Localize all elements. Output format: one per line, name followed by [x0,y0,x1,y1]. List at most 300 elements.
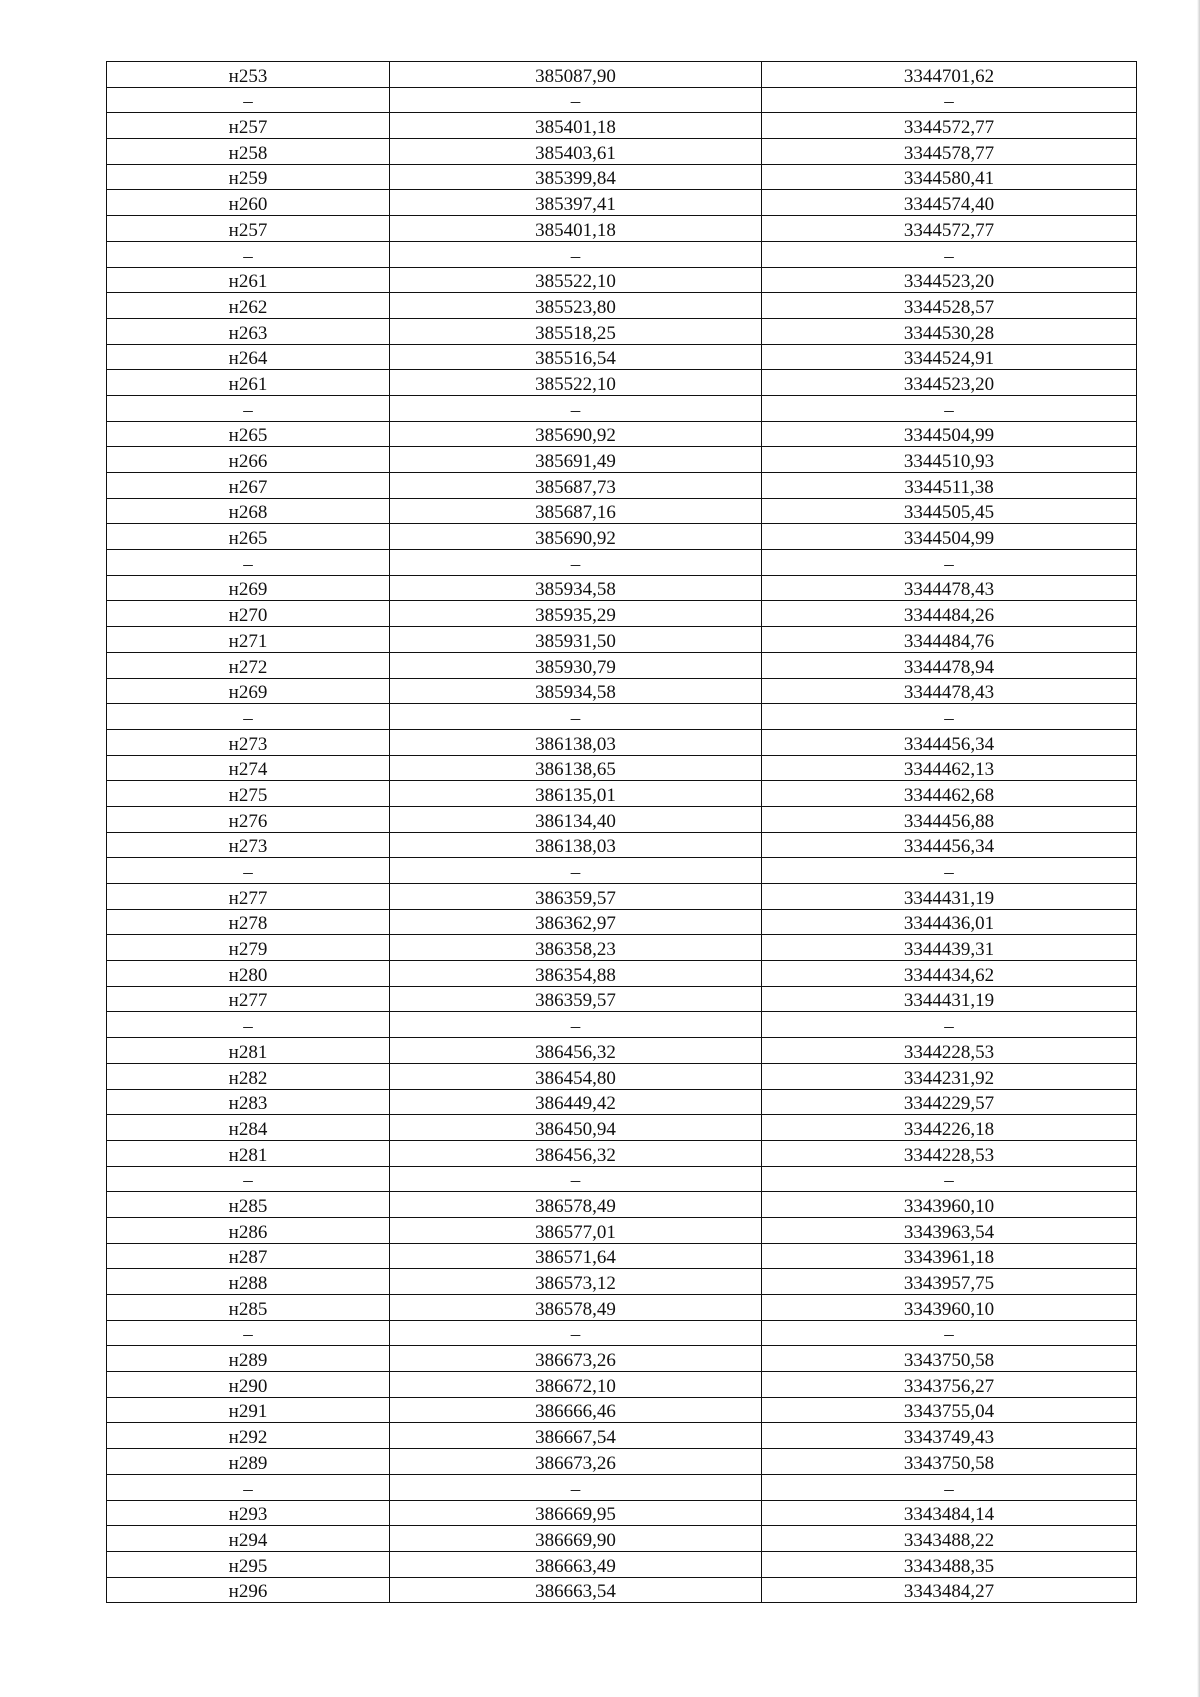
cell-text: – [944,91,954,113]
point-id-cell [107,87,390,113]
point-id-cell [107,62,390,88]
x-coordinate-cell [390,935,762,961]
cell-text: н257 [228,117,268,139]
cell-text: 386578,49 [535,1195,616,1217]
point-id-cell [107,1295,390,1321]
x-coordinate-cell [390,1063,762,1089]
point-id-cell [107,1012,390,1038]
cell-text: н261 [228,271,268,293]
point-id-cell [107,293,390,319]
cell-text: н277 [228,887,268,909]
cell-text: н272 [228,656,268,678]
point-id-cell [107,1526,390,1552]
y-coordinate-cell [762,1089,1137,1115]
x-coordinate-cell [390,267,762,293]
coordinates-table-body [107,62,1137,1603]
cell-text: 3344572,77 [903,117,995,139]
table-row [107,1423,1137,1449]
x-coordinate-cell [390,421,762,447]
cell-text: 3343960,10 [903,1298,995,1320]
cell-text: 385087,90 [535,65,616,87]
point-id-cell [107,216,390,242]
point-id-cell [107,1397,390,1423]
x-coordinate-cell [390,447,762,473]
cell-text: 3344431,19 [903,887,995,909]
cell-text: н253 [228,65,268,87]
cell-text: 386571,64 [535,1247,616,1269]
cell-text: – [243,1478,253,1500]
y-coordinate-cell [762,421,1137,447]
cell-text: 3343749,43 [903,1427,995,1449]
cell-text: – [570,1324,581,1346]
y-coordinate-cell [762,909,1137,935]
cell-text: 3344504,99 [903,425,995,447]
x-coordinate-cell [390,1089,762,1115]
point-id-cell [107,190,390,216]
cell-text: 3344701,62 [903,65,995,87]
cell-text: н263 [228,322,268,344]
cell-text: 385403,61 [535,142,616,164]
y-coordinate-cell [762,216,1137,242]
cell-text: 3344572,77 [903,219,995,241]
cell-text: 3344229,57 [903,1093,995,1115]
point-id-cell [107,370,390,396]
x-coordinate-cell [390,678,762,704]
table-row [107,395,1137,421]
y-coordinate-cell [762,1423,1137,1449]
x-coordinate-cell [390,1577,762,1603]
table-row [107,806,1137,832]
cell-text: н269 [228,579,268,601]
x-coordinate-cell [390,216,762,242]
x-coordinate-cell [390,704,762,730]
cell-text: 3344578,77 [903,142,995,164]
point-id-cell [107,318,390,344]
cell-text: н280 [228,964,268,986]
cell-text: – [243,553,253,575]
table-row [107,1551,1137,1577]
point-id-cell [107,729,390,755]
point-id-cell [107,652,390,678]
table-row [107,729,1137,755]
y-coordinate-cell [762,473,1137,499]
point-id-cell [107,1063,390,1089]
cell-text: – [243,1016,253,1038]
x-coordinate-cell [390,164,762,190]
table-row [107,1166,1137,1192]
x-coordinate-cell [390,344,762,370]
cell-text: – [243,1170,253,1192]
point-id-cell [107,1372,390,1398]
point-id-cell [107,935,390,961]
x-coordinate-cell [390,1474,762,1500]
x-coordinate-cell [390,87,762,113]
point-id-cell [107,1423,390,1449]
point-id-cell [107,755,390,781]
table-row [107,498,1137,524]
y-coordinate-cell [762,1526,1137,1552]
y-coordinate-cell [762,370,1137,396]
cell-text: 385930,79 [535,656,616,678]
cell-text: 385516,54 [535,348,616,370]
y-coordinate-cell [762,1269,1137,1295]
cell-text: 3344228,53 [903,1041,995,1063]
y-coordinate-cell [762,961,1137,987]
table-row [107,421,1137,447]
point-id-cell [107,806,390,832]
cell-text: 386138,03 [535,836,616,858]
table-row [107,1217,1137,1243]
x-coordinate-cell [390,1166,762,1192]
point-id-cell [107,986,390,1012]
y-coordinate-cell [762,1397,1137,1423]
y-coordinate-cell [762,575,1137,601]
y-coordinate-cell [762,1449,1137,1475]
cell-text: 385397,41 [535,194,616,216]
point-id-cell [107,421,390,447]
cell-text: 3344504,99 [903,528,995,550]
cell-text: – [944,862,954,883]
cell-text: 386138,03 [535,733,616,755]
cell-text: н282 [228,1067,268,1089]
cell-text: 3343484,27 [903,1581,995,1603]
cell-text: 385401,18 [535,219,616,241]
x-coordinate-cell [390,1140,762,1166]
y-coordinate-cell [762,1320,1137,1346]
cell-text: 3343960,10 [903,1195,995,1217]
x-coordinate-cell [390,190,762,216]
table-row [107,293,1137,319]
x-coordinate-cell [390,473,762,499]
cell-text: н285 [228,1195,268,1217]
table-row [107,164,1137,190]
table-row [107,1063,1137,1089]
cell-text: 386134,40 [535,810,616,832]
point-id-cell [107,1269,390,1295]
cell-text: 386672,10 [535,1375,616,1397]
table-row [107,755,1137,781]
cell-text: 386454,80 [535,1067,616,1089]
cell-text: н257 [228,219,268,241]
table-row [107,1089,1137,1115]
cell-text: 385934,58 [535,682,616,704]
x-coordinate-cell [390,652,762,678]
cell-text: 3344510,93 [903,451,995,472]
y-coordinate-cell [762,62,1137,88]
cell-text: 386354,88 [535,964,616,986]
table-row [107,884,1137,910]
cell-text: 386135,01 [535,784,616,806]
cell-text: – [570,707,581,729]
x-coordinate-cell [390,858,762,884]
x-coordinate-cell [390,318,762,344]
y-coordinate-cell [762,1500,1137,1526]
cell-text: н259 [228,168,268,190]
x-coordinate-cell [390,781,762,807]
cell-text: 385935,29 [535,605,616,627]
y-coordinate-cell [762,755,1137,781]
cell-text: 385934,58 [535,579,616,601]
cell-text: 386359,57 [535,990,616,1012]
cell-text: н286 [228,1221,268,1243]
cell-text: – [570,1016,581,1038]
y-coordinate-cell [762,1115,1137,1141]
point-id-cell [107,1449,390,1475]
y-coordinate-cell [762,241,1137,267]
cell-text: 386456,32 [535,1041,616,1063]
cell-text: – [243,245,253,267]
x-coordinate-cell [390,1217,762,1243]
x-coordinate-cell [390,113,762,139]
point-id-cell [107,1500,390,1526]
table-row [107,601,1137,627]
y-coordinate-cell [762,832,1137,858]
y-coordinate-cell [762,1038,1137,1064]
table-row [107,267,1137,293]
cell-text: 3344478,43 [903,682,995,704]
y-coordinate-cell [762,524,1137,550]
cell-text: н271 [228,630,268,652]
y-coordinate-cell [762,1474,1137,1500]
cell-text: 3343756,27 [903,1375,995,1397]
point-id-cell [107,164,390,190]
cell-text: – [944,1170,954,1192]
cell-text: н281 [228,1144,268,1166]
cell-text: н293 [228,1504,268,1526]
x-coordinate-cell [390,1295,762,1321]
point-id-cell [107,139,390,165]
point-id-cell [107,1346,390,1372]
cell-text: – [944,707,954,729]
point-id-cell [107,550,390,576]
cell-text: н296 [228,1581,268,1603]
cell-text: 386667,54 [535,1427,616,1449]
table-row [107,1526,1137,1552]
cell-text: 386450,94 [535,1118,616,1140]
cell-text: 3343484,14 [903,1504,995,1526]
x-coordinate-cell [390,806,762,832]
cell-text: н283 [228,1093,268,1115]
cell-text: 385522,10 [535,271,616,293]
point-id-cell [107,1577,390,1603]
y-coordinate-cell [762,113,1137,139]
cell-text: н285 [228,1298,268,1320]
cell-text: – [243,1324,253,1346]
cell-text: н278 [228,913,268,935]
table-row [107,1397,1137,1423]
cell-text: н261 [228,373,268,395]
table-row [107,344,1137,370]
cell-text: – [243,707,253,729]
cell-text: 3343488,35 [903,1555,995,1577]
cell-text: 3344484,76 [903,630,995,652]
cell-text: 3344523,20 [903,271,995,293]
table-row [107,216,1137,242]
x-coordinate-cell [390,139,762,165]
table-row [107,87,1137,113]
cell-text: 3344511,38 [904,476,994,498]
x-coordinate-cell [390,241,762,267]
table-row [107,1474,1137,1500]
x-coordinate-cell [390,832,762,858]
cell-text: н270 [228,605,268,627]
cell-text: 385690,92 [535,528,616,550]
y-coordinate-cell [762,550,1137,576]
table-row [107,139,1137,165]
cell-text: – [570,862,581,883]
y-coordinate-cell [762,678,1137,704]
cell-text: 3344436,01 [903,913,995,935]
point-id-cell [107,1243,390,1269]
y-coordinate-cell [762,190,1137,216]
y-coordinate-cell [762,1012,1137,1038]
cell-text: 3344528,57 [903,296,995,318]
y-coordinate-cell [762,1243,1137,1269]
x-coordinate-cell [390,884,762,910]
table-row [107,370,1137,396]
table-row [107,1295,1137,1321]
y-coordinate-cell [762,1166,1137,1192]
cell-text: 386673,26 [535,1350,616,1372]
cell-text: н279 [228,939,268,961]
cell-text: н292 [228,1427,268,1449]
cell-text: 3343750,58 [903,1350,995,1372]
x-coordinate-cell [390,498,762,524]
cell-text: н273 [228,836,268,858]
cell-text: н265 [228,528,268,550]
cell-text: н262 [228,296,268,318]
point-id-cell [107,1551,390,1577]
x-coordinate-cell [390,1500,762,1526]
y-coordinate-cell [762,87,1137,113]
cell-text: н265 [228,425,268,447]
cell-text: – [243,862,253,883]
table-row [107,627,1137,653]
cell-text: 3343957,75 [903,1273,995,1294]
cell-text: 3344431,19 [903,990,995,1012]
cell-text: 386456,32 [535,1144,616,1166]
cell-text: 385931,50 [535,630,616,652]
cell-text: 3343963,54 [903,1221,995,1243]
table-row [107,190,1137,216]
y-coordinate-cell [762,395,1137,421]
point-id-cell [107,1089,390,1115]
cell-text: н288 [228,1273,268,1294]
y-coordinate-cell [762,704,1137,730]
point-id-cell [107,241,390,267]
cell-text: – [570,553,581,575]
point-id-cell [107,781,390,807]
coordinates-table [106,61,1137,1603]
table-row [107,62,1137,88]
cell-text: н295 [228,1555,268,1577]
y-coordinate-cell [762,601,1137,627]
y-coordinate-cell [762,884,1137,910]
table-row [107,1346,1137,1372]
point-id-cell [107,601,390,627]
x-coordinate-cell [390,1243,762,1269]
point-id-cell [107,447,390,473]
x-coordinate-cell [390,961,762,987]
cell-text: 385399,84 [535,168,616,190]
y-coordinate-cell [762,1140,1137,1166]
cell-text: 386673,26 [535,1452,616,1474]
cell-text: – [570,399,581,421]
point-id-cell [107,961,390,987]
x-coordinate-cell [390,293,762,319]
table-row [107,1192,1137,1218]
x-coordinate-cell [390,1038,762,1064]
table-row [107,652,1137,678]
x-coordinate-cell [390,1192,762,1218]
y-coordinate-cell [762,1295,1137,1321]
y-coordinate-cell [762,1192,1137,1218]
y-coordinate-cell [762,986,1137,1012]
cell-text: – [570,91,581,113]
table-row [107,1577,1137,1603]
point-id-cell [107,627,390,653]
y-coordinate-cell [762,935,1137,961]
cell-text: н284 [228,1118,268,1140]
table-row [107,1038,1137,1064]
point-id-cell [107,678,390,704]
table-row [107,1320,1137,1346]
cell-text: 385523,80 [535,296,616,318]
cell-text: 385687,73 [535,476,616,498]
y-coordinate-cell [762,267,1137,293]
cell-text: н274 [228,759,268,781]
cell-text: н289 [228,1350,268,1372]
table-row [107,447,1137,473]
y-coordinate-cell [762,318,1137,344]
cell-text: – [944,399,954,421]
cell-text: н276 [228,810,268,832]
point-id-cell [107,267,390,293]
cell-text: н268 [228,502,268,524]
y-coordinate-cell [762,1217,1137,1243]
table-row [107,1115,1137,1141]
y-coordinate-cell [762,652,1137,678]
x-coordinate-cell [390,755,762,781]
point-id-cell [107,1217,390,1243]
point-id-cell [107,909,390,935]
cell-text: 3344456,34 [903,733,995,755]
y-coordinate-cell [762,1346,1137,1372]
cell-text: 386663,54 [535,1581,616,1603]
cell-text: 3344574,40 [903,194,995,216]
point-id-cell [107,395,390,421]
cell-text: – [570,1170,581,1192]
table-row [107,935,1137,961]
cell-text: н264 [228,348,268,370]
cell-text: н294 [228,1529,268,1551]
cell-text: 386663,49 [535,1555,616,1577]
y-coordinate-cell [762,1372,1137,1398]
cell-text: 3344478,43 [903,579,995,601]
y-coordinate-cell [762,139,1137,165]
cell-text: н287 [228,1247,268,1269]
point-id-cell [107,1140,390,1166]
point-id-cell [107,704,390,730]
table-row [107,704,1137,730]
cell-text: н266 [228,451,268,472]
cell-text: 3344478,94 [903,656,995,678]
point-id-cell [107,524,390,550]
cell-text: 386359,57 [535,887,616,909]
cell-text: 386577,01 [535,1221,616,1243]
cell-text: н281 [228,1041,268,1063]
point-id-cell [107,498,390,524]
